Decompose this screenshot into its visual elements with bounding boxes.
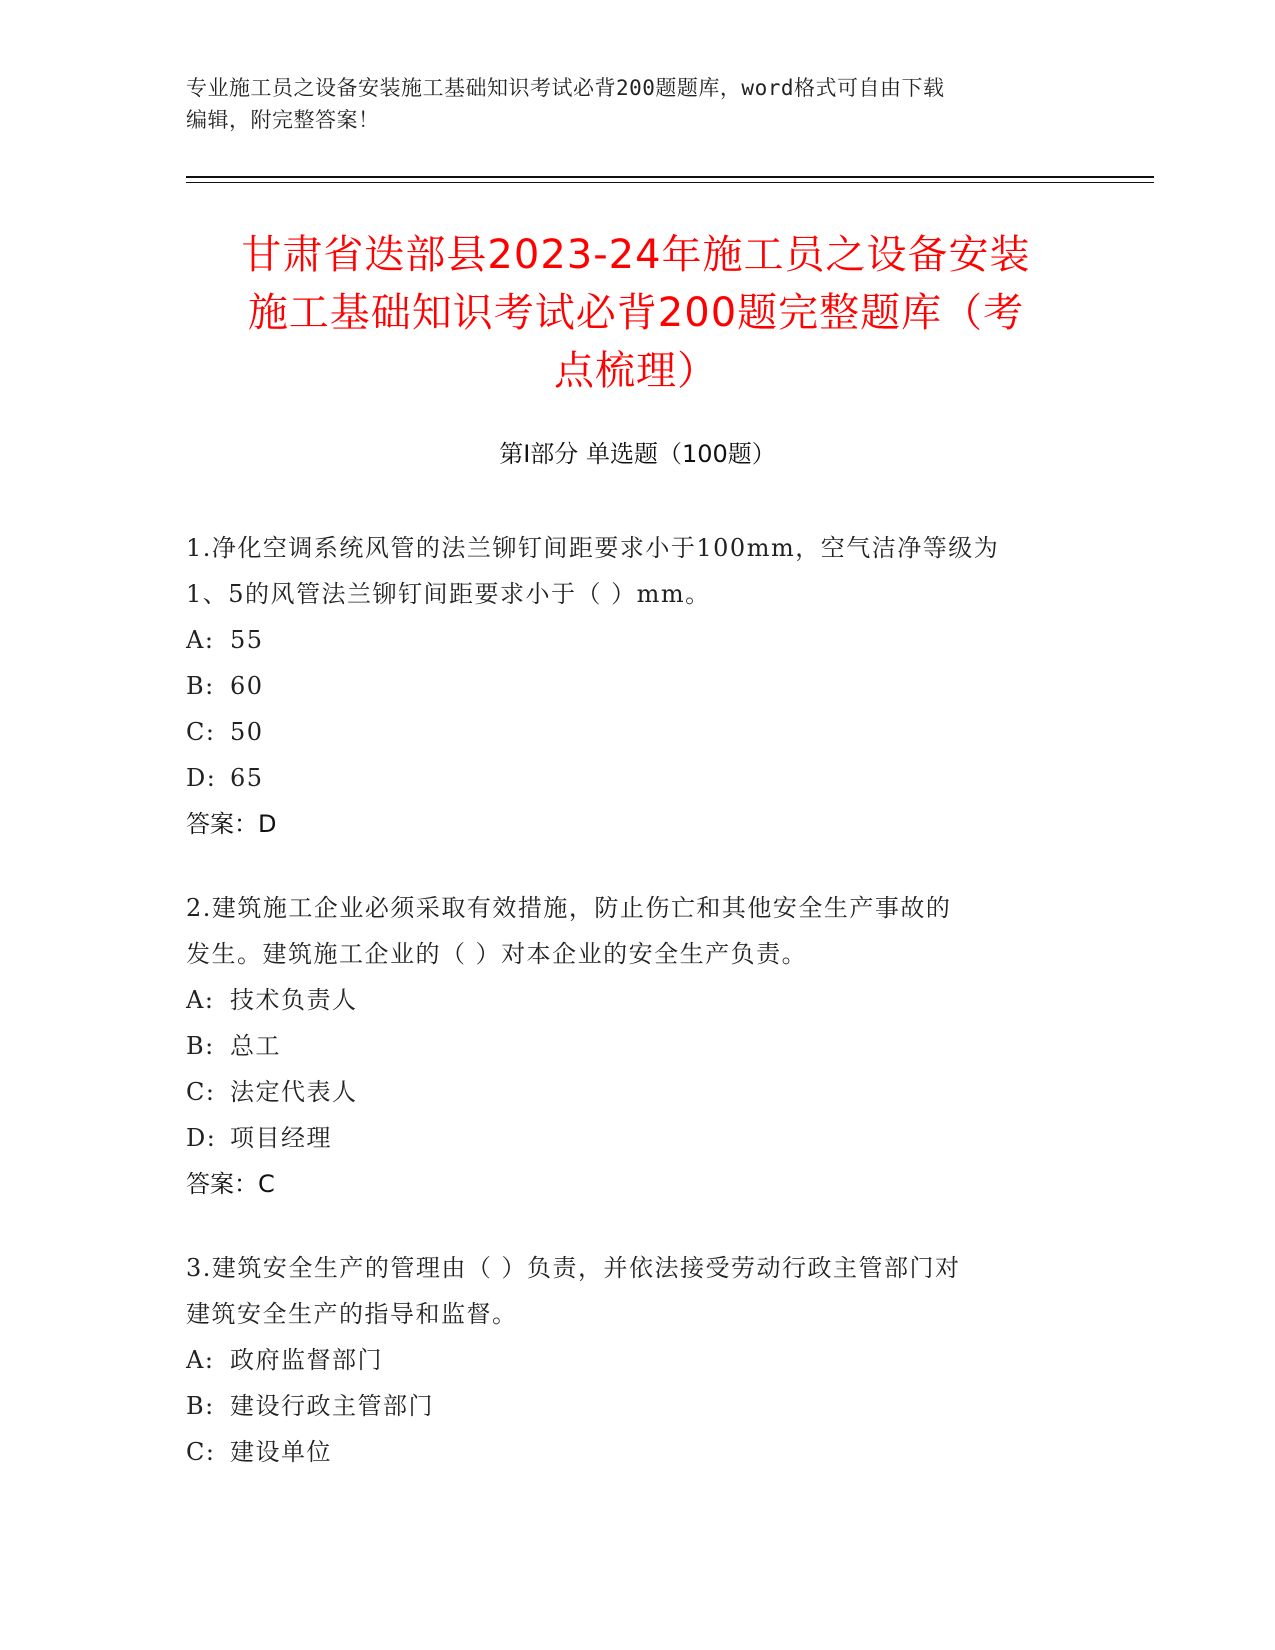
title-line: 施工基础知识考试必背200题完整题库（考 (247, 290, 1025, 336)
question-item (186, 885, 1086, 1207)
option-text: 总工 (230, 1032, 281, 1060)
question-stem-line: 2.建筑施工企业必须采取有效措施，防止伤亡和其他安全生产事故的 (186, 894, 952, 922)
option-a (186, 617, 1086, 663)
header-divider-thin (186, 182, 1154, 183)
option-a (186, 1337, 1086, 1383)
title-line: 甘肃省迭部县2023-24年施工员之设备安装 (241, 232, 1031, 278)
option-key: D: (186, 1124, 217, 1152)
question-answer: 答案：C (186, 1170, 275, 1198)
option-d (186, 1115, 1086, 1161)
option-text: 50 (230, 718, 264, 746)
option-key: D: (186, 764, 217, 792)
option-text: 建设行政主管部门 (230, 1392, 434, 1420)
option-text: 法定代表人 (230, 1078, 358, 1106)
question-stem-line: 1、5的风管法兰铆钉间距要求小于（ ）mm。 (186, 580, 711, 608)
option-text: 项目经理 (230, 1124, 332, 1152)
option-c (186, 709, 1086, 755)
option-text: 65 (230, 764, 264, 792)
option-key: A: (186, 1346, 215, 1374)
option-text: 55 (230, 626, 264, 654)
option-text: 建设单位 (230, 1438, 332, 1466)
option-text: 技术负责人 (230, 986, 358, 1014)
header-note-line: 编辑，附完整答案！ (186, 108, 380, 132)
option-key: B: (186, 1032, 215, 1060)
option-a (186, 977, 1086, 1023)
title-line: 点梳理） (554, 348, 718, 394)
option-key: C: (186, 718, 216, 746)
option-key: A: (186, 626, 215, 654)
option-text: 60 (230, 672, 264, 700)
question-stem-line: 1.净化空调系统风管的法兰铆钉间距要求小于100mm，空气洁净等级为 (186, 534, 1000, 562)
question-stem-line: 3.建筑安全生产的管理由（ ）负责，并依法接受劳动行政主管部门对 (186, 1254, 961, 1282)
section-title: 第Ⅰ部分 单选题（100题） (499, 440, 776, 468)
question-stem-line: 建筑安全生产的指导和监督。 (186, 1300, 518, 1328)
header-divider (186, 176, 1154, 178)
header-note (186, 72, 1066, 136)
option-b (186, 663, 1086, 709)
option-b (186, 1023, 1086, 1069)
option-key: B: (186, 672, 215, 700)
option-d (186, 755, 1086, 801)
option-key: C: (186, 1078, 216, 1106)
question-item (186, 1245, 1086, 1475)
question-answer: 答案：D (186, 810, 277, 838)
question-stem-line: 发生。建筑施工企业的（ ）对本企业的安全生产负责。 (186, 940, 808, 968)
option-c (186, 1069, 1086, 1115)
option-text: 政府监督部门 (230, 1346, 383, 1374)
question-stem (186, 1245, 1086, 1337)
question-item (186, 525, 1086, 847)
option-b (186, 1383, 1086, 1429)
header-note-line: 专业施工员之设备安装施工基础知识考试必背200题题库，word格式可自由下载 (186, 76, 945, 100)
question-stem (186, 525, 1086, 617)
option-key: B: (186, 1392, 215, 1420)
option-key: A: (186, 986, 215, 1014)
option-key: C: (186, 1438, 216, 1466)
option-c (186, 1429, 1086, 1475)
document-title (186, 226, 1086, 400)
question-stem (186, 885, 1086, 977)
